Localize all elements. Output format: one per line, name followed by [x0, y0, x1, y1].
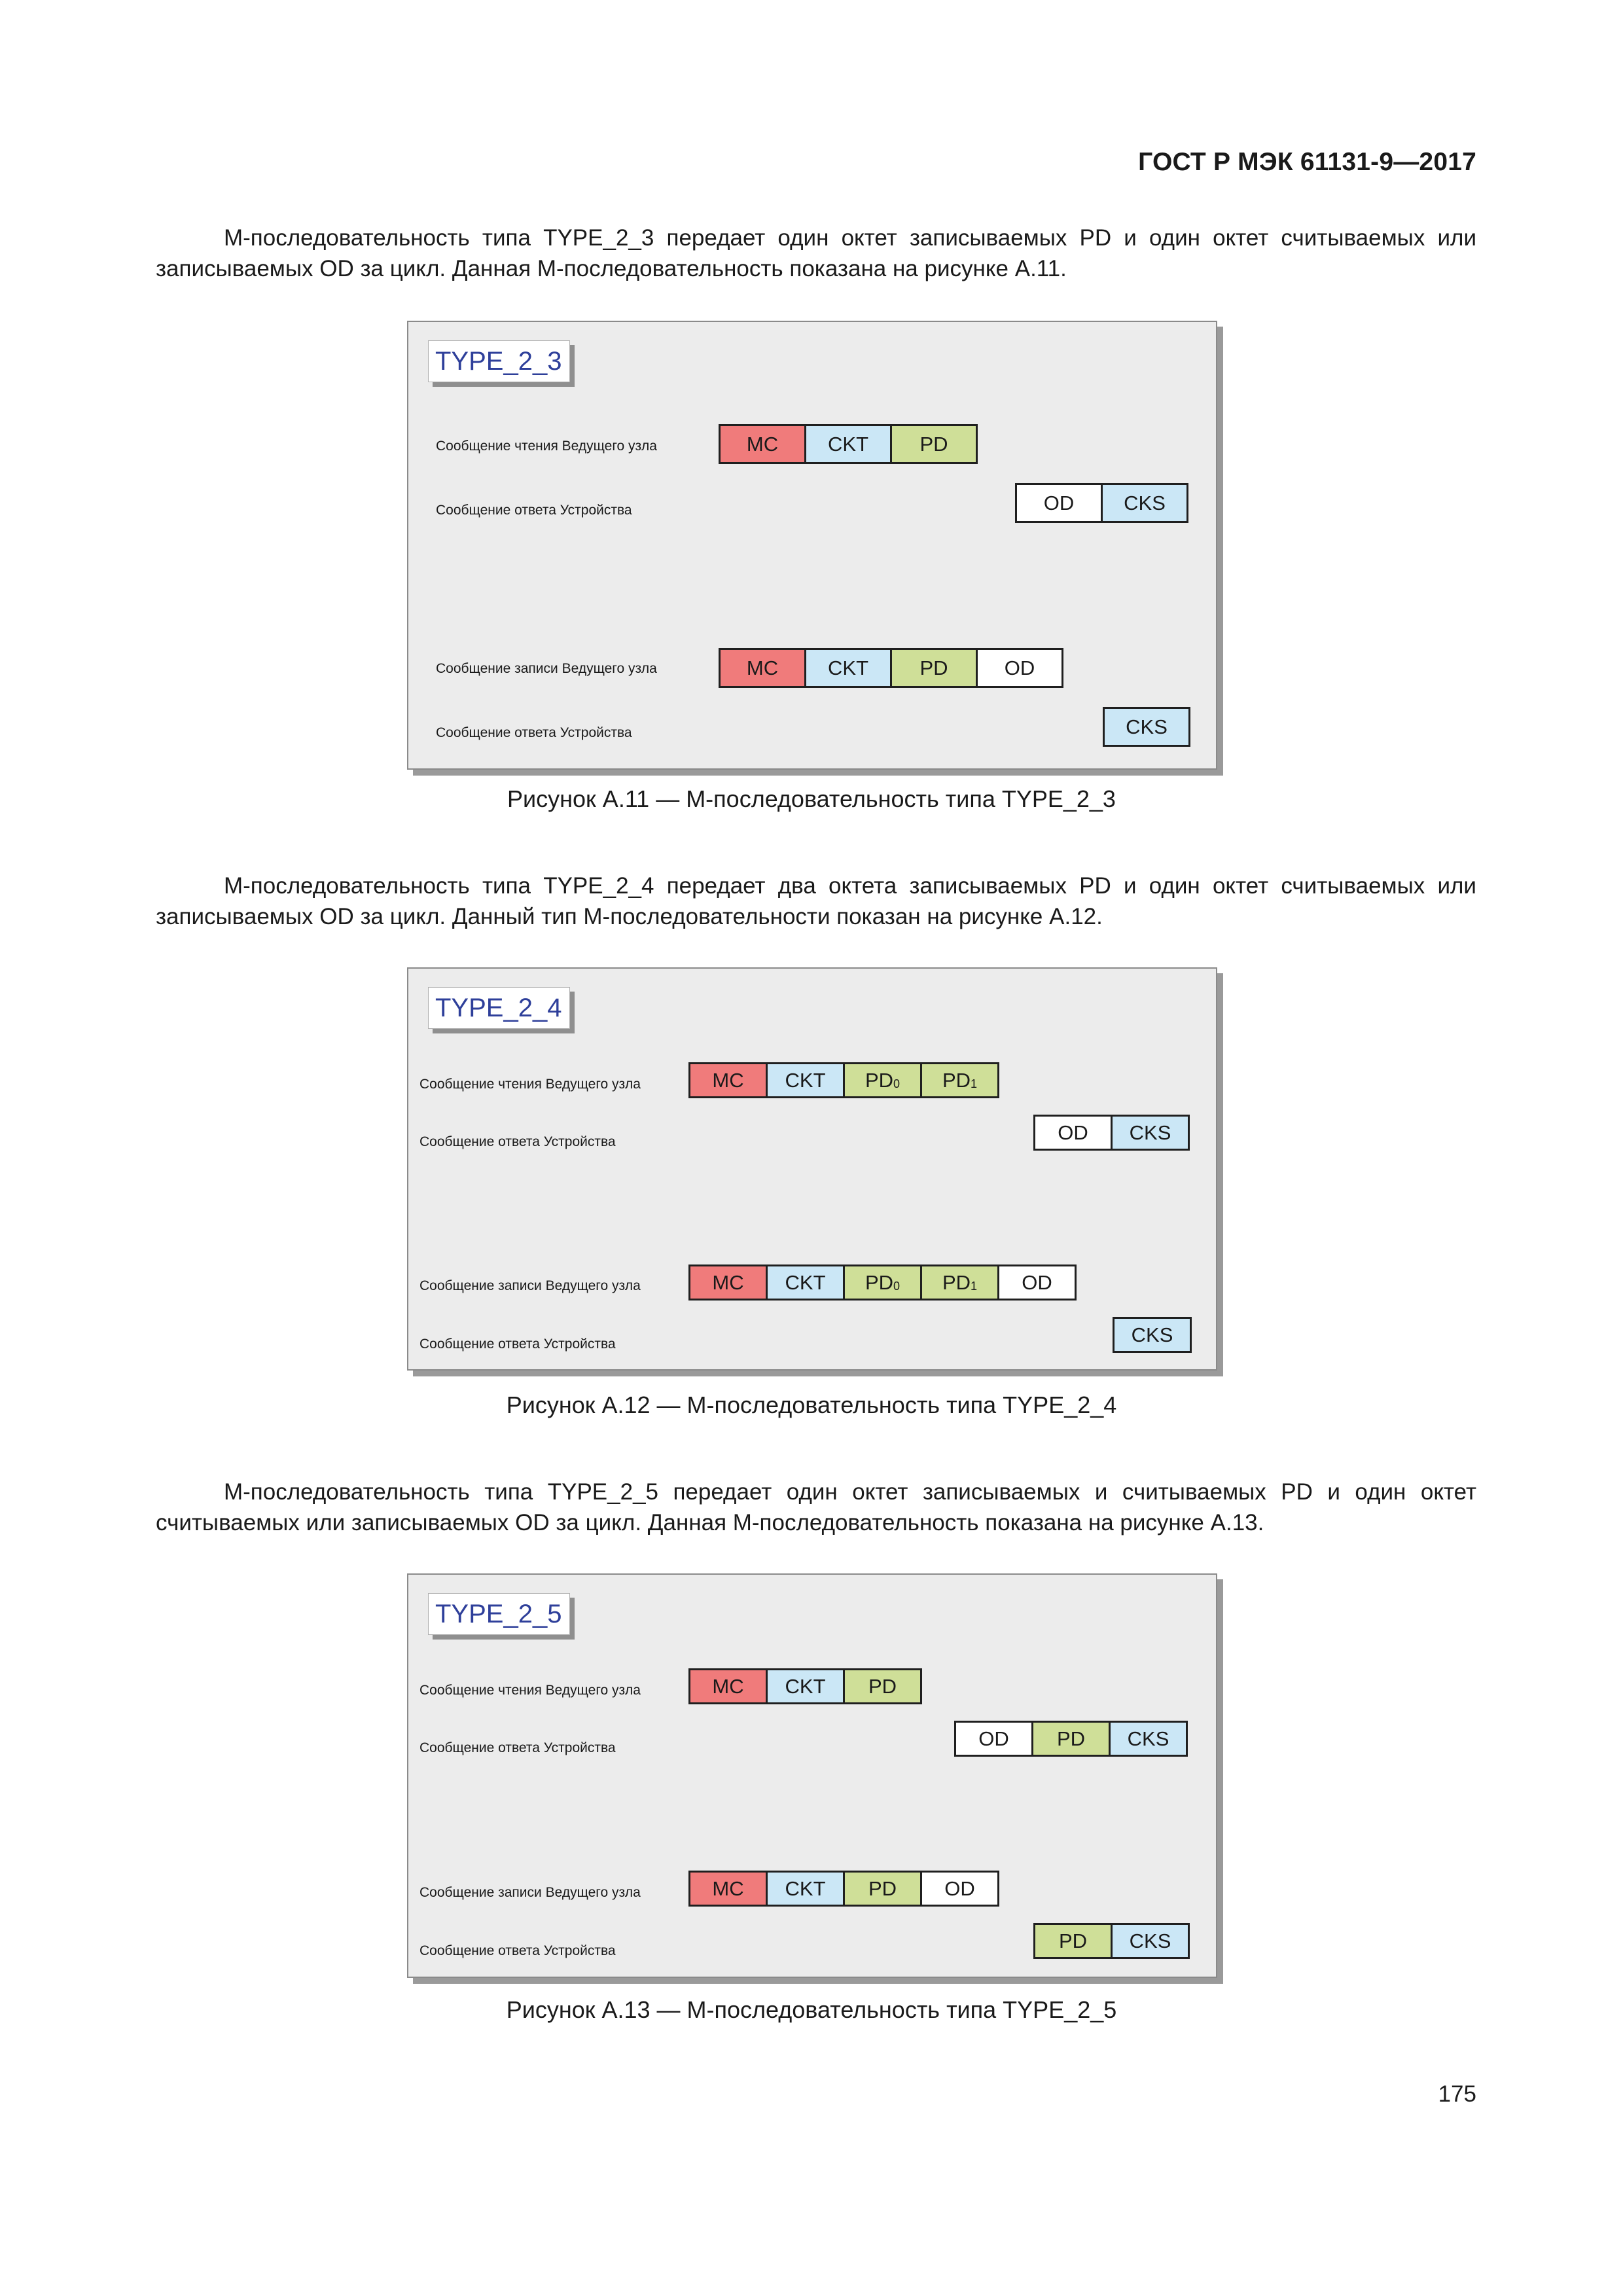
- paragraph-3: [156, 1477, 1476, 1538]
- octet-cell-ckt: CKT: [766, 1265, 845, 1300]
- figure-type-2-5: [407, 1573, 1217, 1978]
- row-label-master-write: Сообщение записи Ведущего узла: [419, 1885, 641, 1900]
- octet-cell-ckt: CKT: [804, 648, 892, 688]
- octet-cell-od: OD: [920, 1871, 999, 1907]
- octet-cell-cks: CKS: [1111, 1115, 1190, 1151]
- octet-cell-ckt: CKT: [804, 424, 892, 464]
- octet-cell-pd: PD: [843, 1668, 922, 1704]
- octet-cell-cks: CKS: [1109, 1721, 1188, 1757]
- octet-cell-od: OD: [997, 1265, 1077, 1300]
- octet-cell-pd1: PD $_1$: [920, 1062, 999, 1098]
- octet-cell-mc: MC: [719, 424, 806, 464]
- octet-cell-cks: CKS: [1111, 1923, 1190, 1959]
- octet-cell-cks: CKS: [1113, 1317, 1192, 1353]
- octet-cell-ckt: CKT: [766, 1668, 845, 1704]
- figure-caption-a11: Рисунок A.11 — M-последовательность типа TYPE_2_3: [507, 785, 1116, 812]
- standard-header: ГОСТ Р МЭК 61131-9—2017: [1138, 148, 1476, 176]
- row-label-master-read: Сообщение чтения Ведущего узла: [436, 439, 657, 454]
- octet-cell-mc: MC: [688, 1062, 768, 1098]
- octet-cell-mc: MC: [688, 1265, 768, 1300]
- octet-cell-mc: MC: [688, 1668, 768, 1704]
- row-label-device-response: Сообщение ответа Устройства: [419, 1336, 616, 1352]
- row-label-master-write: Сообщение записи Ведущего узла: [436, 661, 657, 676]
- octet-cell-pd0: PD $_0$: [843, 1265, 922, 1300]
- row-label-master-read: Сообщение чтения Ведущего узла: [419, 1683, 641, 1698]
- figure-type-2-3: [407, 321, 1217, 770]
- figure-type-2-4: [407, 967, 1217, 1371]
- row-label-master-write: Сообщение записи Ведущего узла: [419, 1278, 641, 1293]
- octet-cell-mc: MC: [719, 648, 806, 688]
- row-label-master-read: Сообщение чтения Ведущего узла: [419, 1077, 641, 1092]
- octet-cell-ckt: CKT: [766, 1062, 845, 1098]
- figure-title: TYPE_2_3: [428, 340, 570, 382]
- row-label-device-response: Сообщение ответа Устройства: [436, 503, 632, 518]
- octet-cell-pd: PD: [843, 1871, 922, 1907]
- figure-title: TYPE_2_5: [428, 1593, 570, 1635]
- row-label-device-response: Сообщение ответа Устройства: [419, 1740, 616, 1755]
- octet-cell-od: OD: [976, 648, 1063, 688]
- page-number: 175: [1438, 2081, 1476, 2107]
- paragraph-1: [156, 223, 1476, 284]
- octet-cell-pd0: PD $_0$: [843, 1062, 922, 1098]
- octet-cell-od: OD: [954, 1721, 1033, 1757]
- octet-cell-pd: PD: [890, 648, 978, 688]
- octet-cell-cks: CKS: [1103, 707, 1190, 747]
- octet-cell-pd: PD: [1031, 1721, 1111, 1757]
- octet-cell-mc: MC: [688, 1871, 768, 1907]
- octet-cell-cks: CKS: [1101, 483, 1188, 523]
- octet-cell-ckt: CKT: [766, 1871, 845, 1907]
- paragraph-1-text: M-последовательность типа TYPE_2_3 передает один октет записываемых PD и один октет считываемых или записываемых OD за цикл. Данная M-последовательность показана на рисунке A.11.: [156, 225, 1476, 281]
- octet-cell-pd: PD: [890, 424, 978, 464]
- figure-title: TYPE_2_4: [428, 987, 570, 1029]
- figure-caption-a13: Рисунок A.13 — M-последовательность типа TYPE_2_5: [506, 1996, 1117, 2023]
- paragraph-3-text: M-последовательность типа TYPE_2_5 передает один октет записываемых и считываемых PD и один октет считываемых или записываемых OD за цикл. Данная M-последовательность показана на рисунке A.13.: [156, 1479, 1476, 1535]
- octet-cell-pd: PD: [1033, 1923, 1113, 1959]
- octet-cell-pd1: PD $_1$: [920, 1265, 999, 1300]
- row-label-device-response: Сообщение ответа Устройства: [436, 725, 632, 740]
- paragraph-2: [156, 870, 1476, 932]
- paragraph-2-text: M-последовательность типа TYPE_2_4 передает два октета записываемых PD и один октет считываемых или записываемых OD за цикл. Данный тип M-последовательности показан на рисунке A.12.: [156, 873, 1476, 929]
- octet-cell-od: OD: [1033, 1115, 1113, 1151]
- row-label-device-response: Сообщение ответа Устройства: [419, 1943, 616, 1958]
- figure-caption-a12: Рисунок A.12 — M-последовательность типа TYPE_2_4: [506, 1391, 1117, 1418]
- row-label-device-response: Сообщение ответа Устройства: [419, 1134, 616, 1149]
- octet-cell-od: OD: [1015, 483, 1103, 523]
